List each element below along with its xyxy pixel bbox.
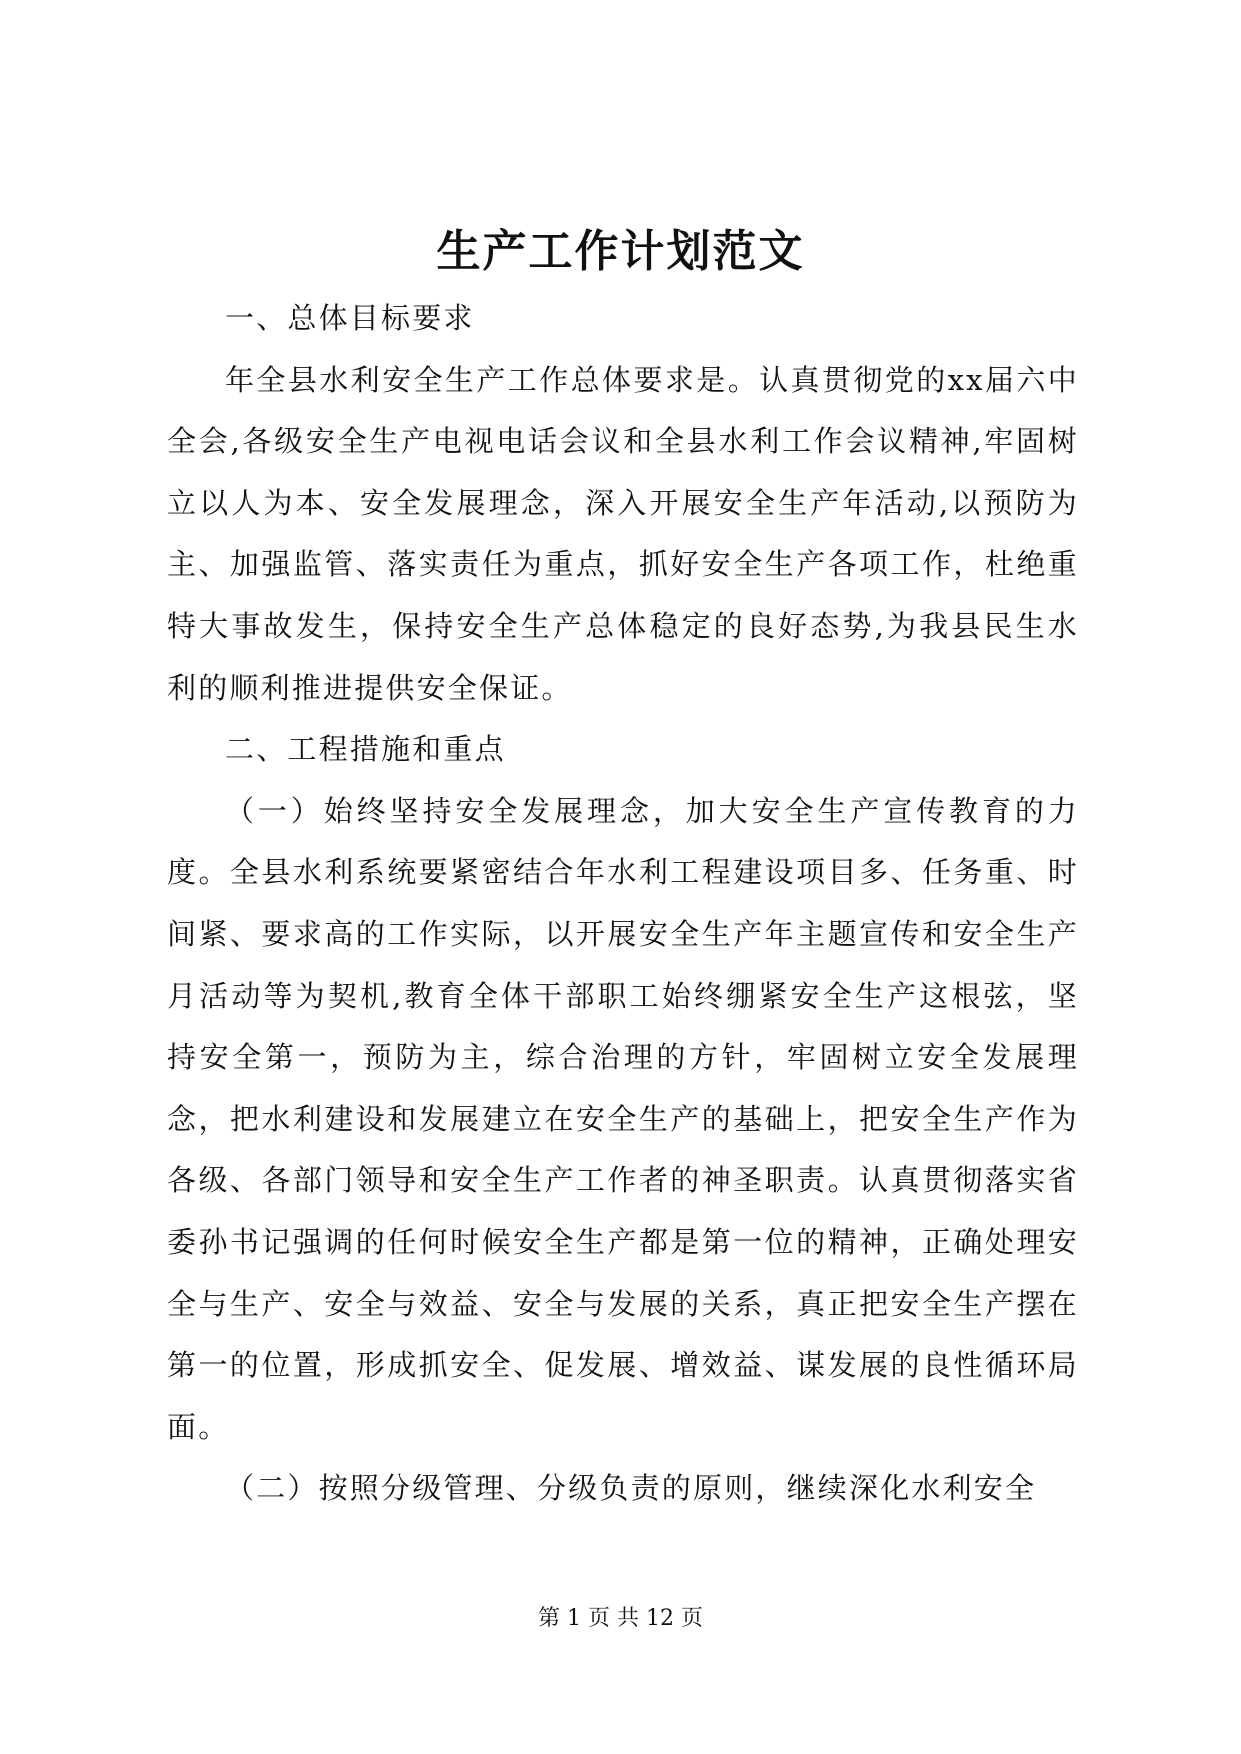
section-heading-1: 一、总体目标要求 [225, 301, 475, 335]
paragraph-overall-requirements: 年全县水利安全生产工作总体要求是。认真贯彻党的xx届六中全会,各级安全生产电视电话会议和全县水利工作会议精神,牢固树立以人为本、安全发展理念，深入开展安全生产年活动,以预防为主、加强监管、落实责任为重点，抓好安全生产各项工作，杜绝重特大事故发生，保持安全生产总体稳定的良好态势,为我县民生水利的顺利推进提供安全保证。 [167, 362, 1079, 705]
document-body [167, 288, 1079, 1520]
document-title: 生产工作计划范文 [436, 226, 805, 277]
paragraph-safety-concept: （一）始终坚持安全发展理念，加大安全生产宣传教育的力度。全县水利系统要紧密结合年水利工程建设项目多、任务重、时间紧、要求高的工作实际，以开展安全生产年主题宣传和安全生产月活动等为契机,教育全体干部职工始终绷紧安全生产这根弦，坚持安全第一，预防为主，综合治理的方针，牢固树立安全发展理念，把水利建设和发展建立在安全生产的基础上，把安全生产作为各级、各部门领导和安全生产工作者的神圣职责。认真贯彻落实省委孙书记强调的任何时候安全生产都是第一位的精神，正确处理安全与生产、安全与效益、安全与发展的关系，真正把安全生产摆在第一的位置，形成抓安全、促发展、增效益、谋发展的良性循环局面。 [167, 793, 1079, 1444]
page-footer: 第 1 页 共 12 页 [538, 1606, 703, 1631]
section-heading-2: 二、工程措施和重点 [225, 732, 506, 767]
paragraph-graded-management: （二）按照分级管理、分级负责的原则，继续深化水利安全 [225, 1471, 1037, 1506]
